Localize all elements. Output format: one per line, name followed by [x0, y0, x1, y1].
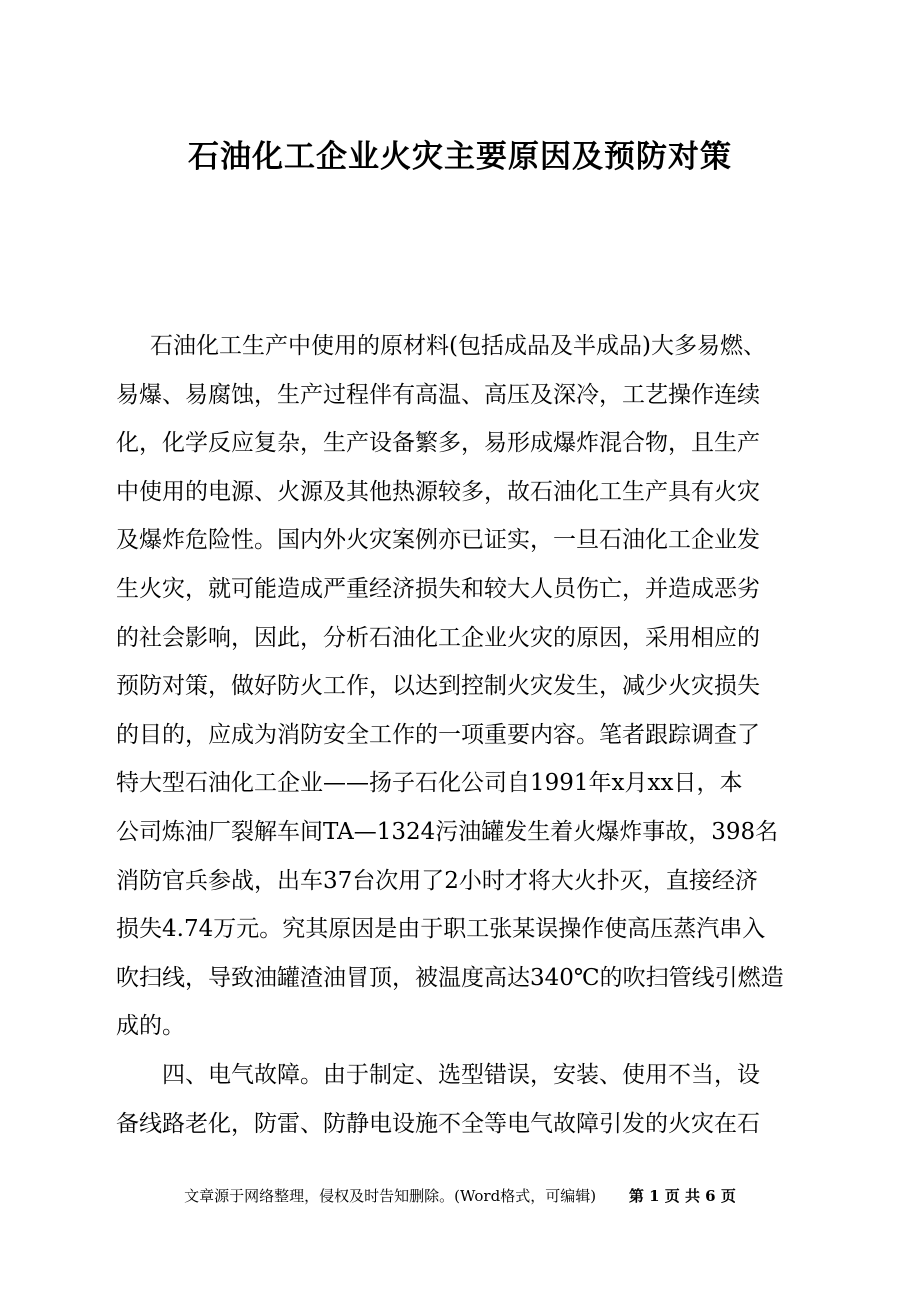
paragraph-line: 化，化学反应复杂，生产设备繁多，易形成爆炸混合物，且生产: [116, 430, 760, 457]
document-title: 石油化工企业火灾主要原因及预防对策: [188, 139, 732, 175]
paragraph-line: 的社会影响，因此，分析石油化工企业火灾的原因，采用相应的: [116, 624, 760, 651]
footer-note: 文章源于网络整理，侵权及时告知删除。(Word格式，可编辑): [184, 1187, 597, 1205]
paragraph-line: 公司炼油厂裂解车间TA—1324污油罐发生着火爆炸事故，398名: [116, 818, 779, 845]
paragraph-line: 损失4.74万元。究其原因是由于职工张某误操作使高压蒸汽串入: [116, 916, 766, 943]
paragraph-line: 中使用的电源、火源及其他热源较多，故石油化工生产具有火灾: [116, 478, 760, 505]
page-footer: [0, 1184, 920, 1208]
paragraph-line: 及爆炸危险性。国内外火灾案例亦已证实，一旦石油化工企业发: [116, 527, 760, 554]
paragraph-line: 吹扫线，导致油罐渣油冒顶，被温度高达340℃的吹扫管线引燃造: [116, 964, 784, 991]
paragraph-line: 的目的，应成为消防安全工作的一项重要内容。笔者跟踪调查了: [116, 721, 760, 748]
paragraph-line: 预防对策，做好防火工作，以达到控制火灾发生，减少火灾损失: [116, 673, 760, 700]
paragraph-line: 消防官兵参战，出车37台次用了2小时才将大火扑灭，直接经济: [116, 867, 758, 894]
paragraph-line: 生火灾，就可能造成严重经济损失和较大人员伤亡，并造成恶劣: [116, 575, 760, 602]
paragraph-line: 四、电气故障。由于制定、选型错误，安装、使用不当，设: [162, 1061, 760, 1088]
paragraph-line: 易爆、易腐蚀，生产过程伴有高温、高压及深冷，工艺操作连续: [116, 381, 760, 408]
paragraph-line: 备线路老化，防雷、防静电设施不全等电气故障引发的火灾在石: [116, 1110, 760, 1137]
document-body: [116, 322, 816, 1148]
paragraph-line: 特大型石油化工企业——扬子石化公司自1991年x月xx日，本: [116, 770, 743, 797]
paragraph-line: 石油化工生产中使用的原材料(包括成品及半成品)大多易燃、: [150, 333, 766, 359]
page-number: 第 1 页 共 6 页: [628, 1187, 736, 1205]
paragraph-line: 成的。: [116, 1013, 185, 1040]
